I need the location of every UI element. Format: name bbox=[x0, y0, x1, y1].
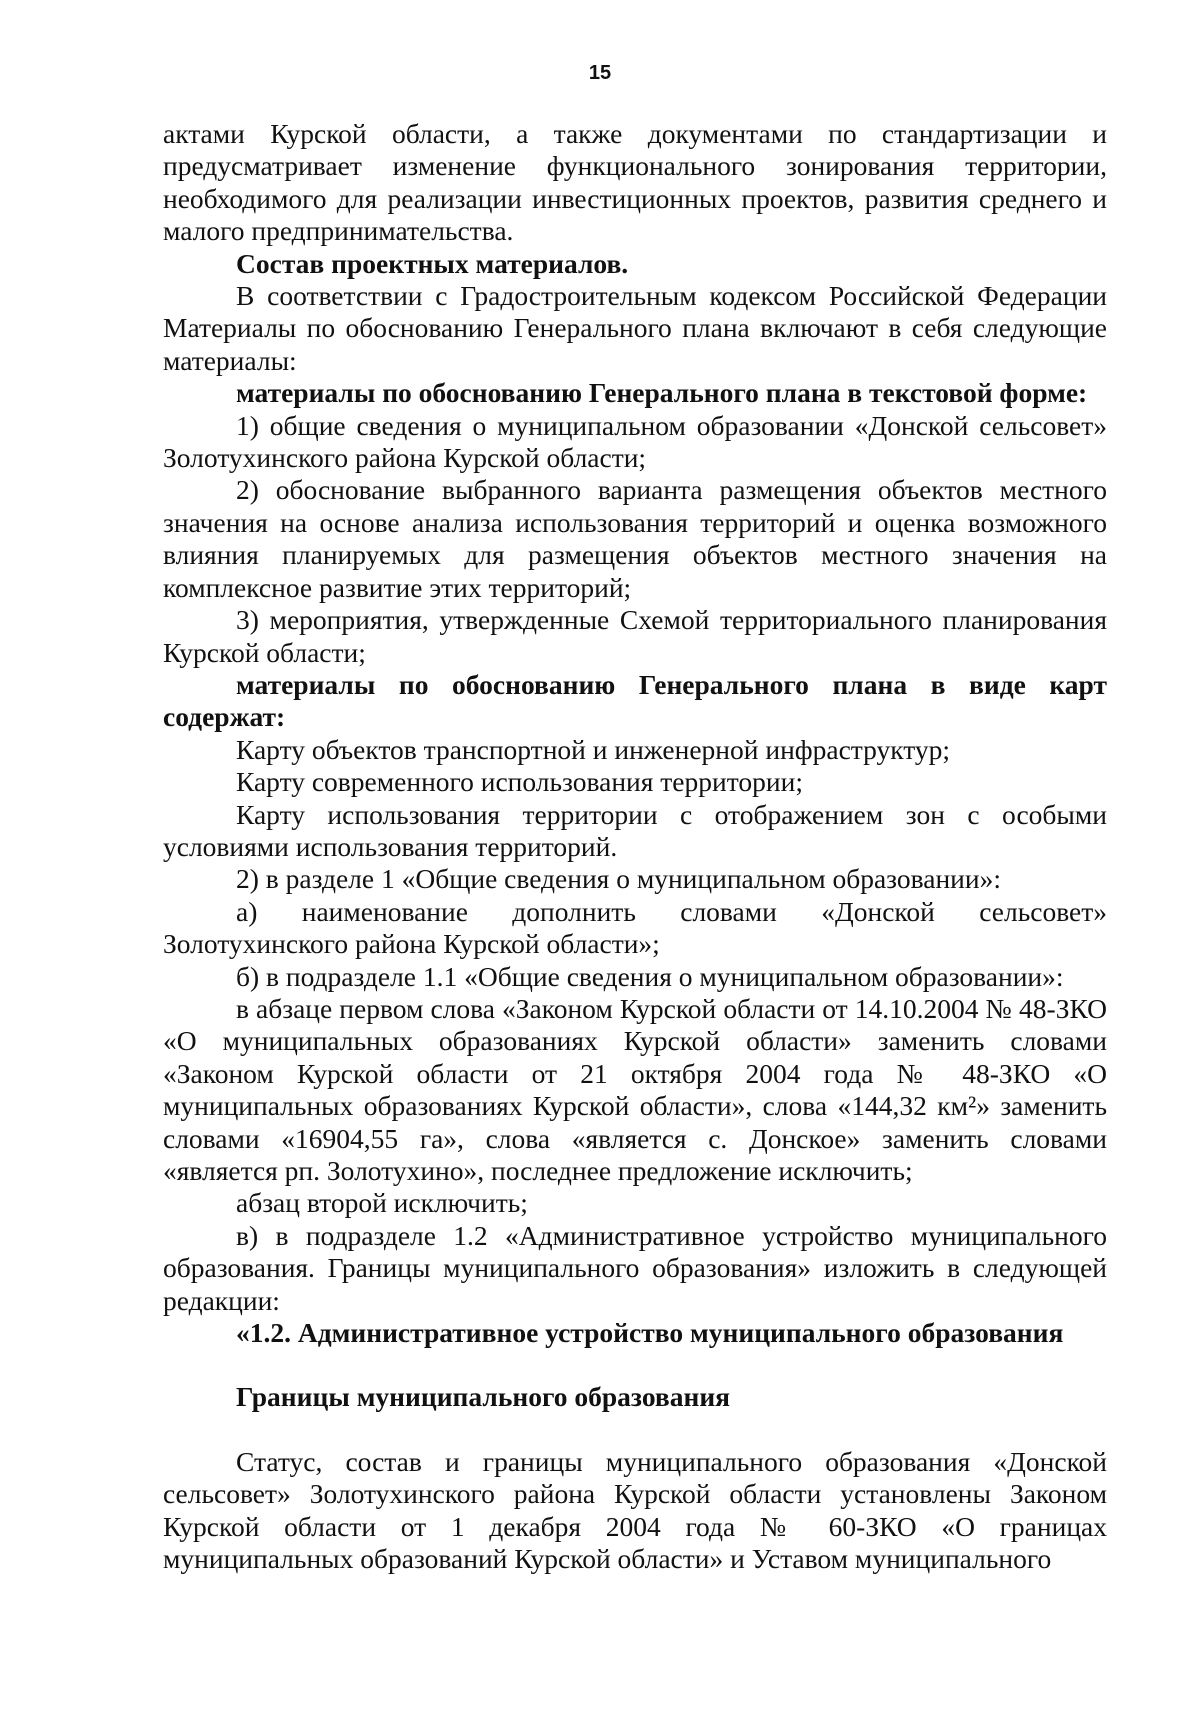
list-item: Карту объектов транспортной и инженерной инфраструктур; bbox=[236, 733, 951, 765]
paragraph: 2) в разделе 1 «Общие сведения о муниципальном образовании»: bbox=[236, 863, 1002, 895]
section-heading: Границы муниципального образования bbox=[236, 1381, 731, 1413]
subheading: материалы по обоснованию Генерального плана в текстовой форме: bbox=[236, 377, 1088, 409]
list-item: 3) мероприятия, утвержденные Схемой территориального планирования Курской области; bbox=[163, 604, 1107, 668]
list-item: 2) обоснование выбранного варианта размещения объектов местного значения на основе анализа использования территорий и оценка возможного влияния планируемых для размещения объектов местного значения на комплексное развитие этих территорий; bbox=[163, 474, 1107, 603]
paragraph: актами Курской области, а также документами по стандартизации и предусматривает изменение функционального зонирования территории, необходимого для реализации инвестиционных проектов, развития среднего и малого предпринимательства. bbox=[163, 118, 1107, 247]
subheading: материалы по обоснованию Генерального плана в виде карт содержат: bbox=[163, 668, 1107, 733]
paragraph: а) наименование дополнить словами «Донской сельсовет» Золотухинского района Курской области»; bbox=[163, 895, 1107, 960]
list-item: 1) общие сведения о муниципальном образовании «Донской сельсовет» Золотухинского района Курской области; bbox=[163, 409, 1107, 474]
section-heading: «1.2. Административное устройство муниципального образования bbox=[236, 1317, 1064, 1349]
list-item: Карту использования территории с отображением зон с особыми условиями использования территорий. bbox=[163, 798, 1107, 862]
document-body bbox=[163, 118, 1107, 1575]
paragraph: Статус, состав и границы муниципального образования «Донской сельсовет» Золотухинского района Курской области установлены Законом Курской области от 1 декабря 2004 года № 60-ЗКО «О границах муниципальных образований Курской области» и Уставом муниципального bbox=[163, 1445, 1107, 1575]
paragraph: б) в подразделе 1.1 «Общие сведения о муниципальном образовании»: bbox=[236, 960, 1064, 992]
section-heading: Состав проектных материалов. bbox=[236, 247, 629, 279]
paragraph: В соответствии с Градостроительным кодексом Российской Федерации Материалы по обоснованию Генерального плана включают в себя следующие материалы: bbox=[163, 280, 1107, 376]
paragraph: в) в подразделе 1.2 «Административное устройство муниципального образования. Границы муниципального образования» изложить в следующей редакции: bbox=[163, 1219, 1107, 1316]
paragraph: в абзаце первом слова «Законом Курской области от 14.10.2004 № 48-ЗКО «О муниципальных образованиях Курской области» заменить словами «Законом Курской области от 21 октября 2004 года № 48-ЗКО «О муниципальных образованиях Курской области», слова «144,32 км²» заменить словами «16904,55 га», слова «является с. Донское» заменить словами «является рп. Золотухино», последнее предложение исключить; bbox=[163, 992, 1107, 1186]
paragraph: абзац второй исключить; bbox=[236, 1187, 528, 1219]
page-number: 15 bbox=[588, 62, 612, 84]
list-item: Карту современного использования территории; bbox=[236, 766, 803, 798]
